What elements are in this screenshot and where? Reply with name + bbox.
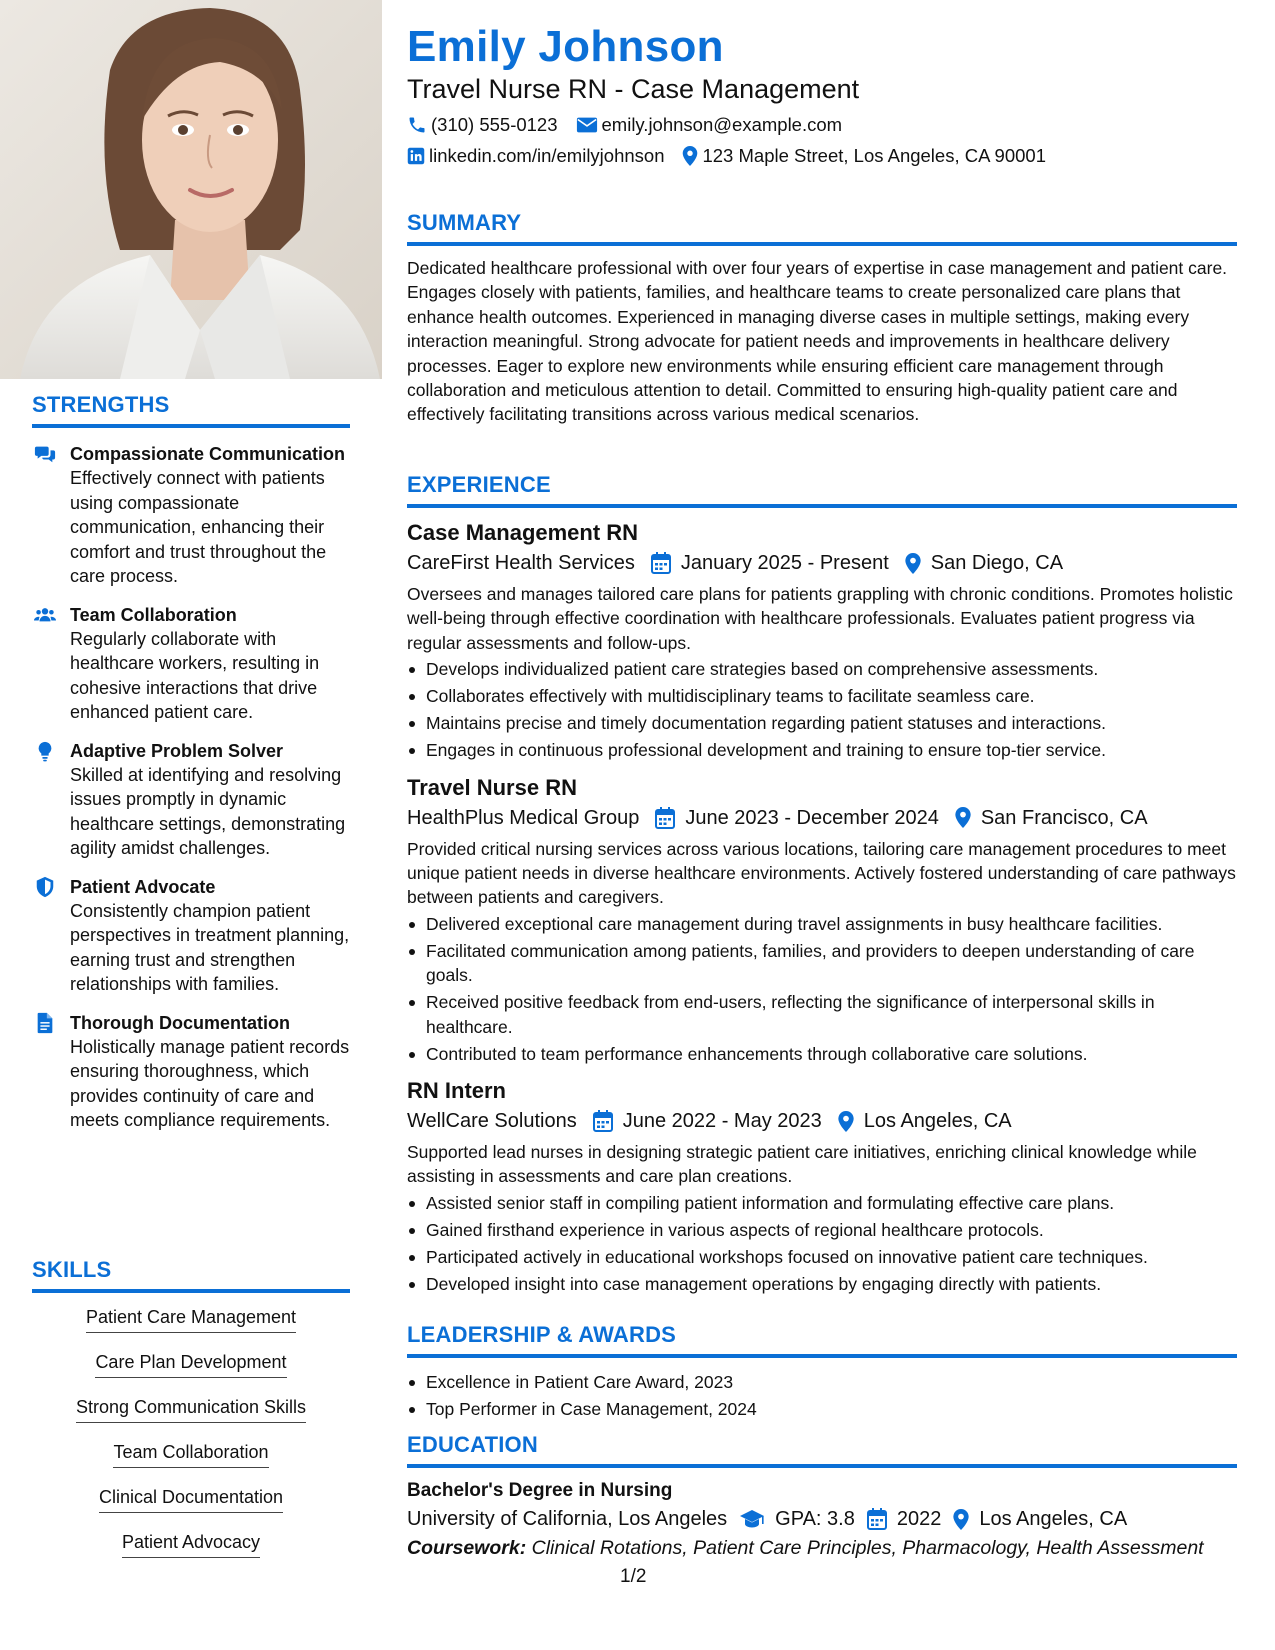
map-pin-icon: [953, 1509, 969, 1530]
bullet-item: Developed insight into case management operations by engaging directly with patients.: [407, 1272, 1237, 1296]
job-dates: [651, 548, 889, 578]
job-dates: [593, 1106, 822, 1136]
coursework: [407, 1534, 1237, 1562]
job-meta: [407, 548, 1237, 578]
strength-description: Consistently champion patient perspectives in treatment planning, earning trust and strengthen relationships with families.: [70, 900, 350, 994]
award-item: Excellence in Patient Care Award, 2023: [407, 1370, 1237, 1394]
job-title: Travel Nurse RN: [407, 774, 577, 800]
job-description: Supported lead nurses in designing strategic patient care initiatives, enriching clinical knowledge while assisting in assessments and care plan creations.: [407, 1142, 1197, 1187]
contact-row: [407, 114, 860, 136]
skills-list: [32, 1305, 350, 1575]
map-pin-icon: [905, 553, 921, 574]
document-icon: [34, 1012, 56, 1034]
candidate-headline: Travel Nurse RN - Case Management: [407, 74, 860, 104]
strength-description: Skilled at identifying and resolving issues promptly in dynamic healthcare settings, demonstrating agility amidst challenges.: [70, 764, 346, 858]
strengths-section: [32, 392, 350, 1133]
users-icon: [34, 604, 56, 626]
strength-item: [32, 1011, 350, 1133]
bullet-item: Develops individualized patient care strategies based on comprehensive assessments.: [407, 657, 1237, 681]
calendar-icon: [651, 552, 671, 574]
job-dates-text: June 2023 - December 2024: [685, 806, 939, 829]
strengths-title: STRENGTHS: [32, 392, 170, 417]
skills-title: SKILLS: [32, 1257, 112, 1282]
job-location: [905, 548, 1063, 578]
gpa-text: GPA: 3.8: [775, 1508, 855, 1530]
awards-section: [407, 1322, 1237, 1424]
section-divider: [32, 1289, 350, 1293]
strength-description: Regularly collaborate with healthcare workers, resulting in cohesive interactions that drive enhanced patient care.: [70, 628, 320, 722]
graduation-cap-icon: [739, 1509, 765, 1529]
job-location-text: Los Angeles, CA: [863, 1110, 1012, 1133]
bullet-item: Engages in continuous professional development and training to ensure top-tier service.: [407, 738, 1237, 762]
company-name: HealthPlus Medical Group: [407, 806, 640, 829]
job-bullets: [407, 1191, 1237, 1296]
summary-section: [407, 210, 1237, 427]
strength-name: Team Collaboration: [70, 604, 237, 625]
strength-name: Thorough Documentation: [70, 1012, 290, 1033]
strength-item: [32, 875, 350, 997]
job-dates: [655, 803, 939, 833]
skill-item: Patient Care Management: [86, 1305, 296, 1333]
experience-section: [407, 472, 1237, 1299]
job-bullets: [407, 657, 1237, 762]
school-location: [953, 1504, 1127, 1534]
job-bullets: [407, 912, 1237, 1066]
strength-item: [32, 739, 350, 861]
awards-title: LEADERSHIP & AWARDS: [407, 1322, 677, 1347]
coursework-label: Coursework:: [407, 1537, 527, 1559]
strength-description: Holistically manage patient records ensuring thoroughness, which provides continuity of care and meets compliance requirements.: [70, 1036, 350, 1130]
job-title: RN Intern: [407, 1078, 506, 1104]
job-dates-text: June 2022 - May 2023: [622, 1110, 822, 1133]
section-divider: [407, 1464, 1237, 1468]
job-location: [838, 1106, 1012, 1136]
address-text: 123 Maple Street, Los Angeles, CA 90001: [702, 145, 1046, 166]
job-meta: [407, 803, 1237, 833]
section-divider: [407, 242, 1237, 246]
bullet-item: Maintains precise and timely documentation regarding patient statuses and interactions.: [407, 711, 1237, 735]
graduation-year: [867, 1504, 942, 1534]
section-divider: [407, 504, 1237, 508]
award-item: Top Performer in Case Management, 2024: [407, 1397, 1237, 1421]
strength-item: [32, 603, 350, 725]
bullet-item: Facilitated communication among patients, families, and providers to deepen understanding of care goals.: [407, 939, 1237, 988]
skill-item: Strong Communication Skills: [76, 1395, 306, 1423]
chat-bubbles-icon: [34, 443, 56, 465]
school-name: University of California, Los Angeles: [407, 1508, 728, 1530]
coursework-text: Clinical Rotations, Patient Care Principles, Pharmacology, Health Assessment: [531, 1537, 1204, 1559]
left-column: [0, 0, 382, 1650]
job-entry: [407, 518, 1237, 763]
linkedin-text: linkedin.com/in/emilyjohnson: [429, 145, 665, 166]
job-meta: [407, 1106, 1237, 1136]
skill-item: Care Plan Development: [95, 1350, 286, 1378]
strength-name: Compassionate Communication: [70, 444, 346, 464]
bullet-item: Delivered exceptional care management during travel assignments in busy healthcare facilities.: [407, 912, 1237, 936]
awards-list: [407, 1370, 1237, 1421]
summary-text: Dedicated healthcare professional with over four years of expertise in case management and patient care. Engages closely with patients, families, and healthcare teams to create personalized care plans that enhance health outcomes. Experienced in managing diverse cases in multiple settings, making every interaction meaningful. Strong advocate for patient needs and improvements in healthcare delivery processes. Eager to explore new environments while ensuring efficient care management through collaboration and meticulous attention to detail. Committed to ensuring high-quality patient care and effectively facilitating transitions across various medical scenarios.: [407, 258, 1228, 425]
bullet-item: Assisted senior staff in compiling patient information and formulating effective care plans.: [407, 1191, 1237, 1215]
skill-item: Team Collaboration: [113, 1440, 268, 1468]
job-location-text: San Francisco, CA: [980, 806, 1148, 829]
calendar-icon: [867, 1508, 887, 1530]
job-location: [955, 803, 1148, 833]
bullet-item: Participated actively in educational workshops focused on innovative patient care techniques.: [407, 1245, 1237, 1269]
strength-item: [32, 442, 350, 589]
calendar-icon: [655, 807, 675, 829]
strength-name: Patient Advocate: [70, 876, 216, 897]
address-contact: [682, 145, 1046, 167]
skills-section: [32, 1257, 350, 1575]
job-description: Provided critical nursing services across various locations, tailoring care management procedures to meet unique patient needs in diverse healthcare environments. Actively fostered understanding of care pathways between patients and caregivers.: [407, 838, 1236, 908]
gpa: [739, 1504, 855, 1534]
summary-title: SUMMARY: [407, 210, 522, 235]
bullet-item: Gained firsthand experience in various aspects of regional healthcare protocols.: [407, 1218, 1237, 1242]
phone-contact[interactable]: [407, 114, 558, 136]
bullet-item: Collaborates effectively with multidisciplinary teams to facilitate seamless care.: [407, 684, 1237, 708]
job-description: Oversees and manages tailored care plans for patients grappling with chronic conditions. Promotes holistic well-being through effective coordination with healthcare professionals. Evaluates patient progress via regular assessments and follow-ups.: [407, 584, 1233, 653]
strength-description: Effectively connect with patients using compassionate communication, enhancing their comfort and trust throughout the care process.: [70, 468, 327, 586]
company-name: CareFirst Health Services: [407, 552, 635, 574]
strength-name: Adaptive Problem Solver: [70, 740, 284, 761]
profile-photo: [0, 0, 382, 379]
job-dates-text: January 2025 - Present: [680, 552, 889, 574]
job-location-text: San Diego, CA: [930, 552, 1064, 574]
company-name: WellCare Solutions: [407, 1110, 577, 1133]
shield-icon: [34, 876, 56, 898]
bullet-item: Contributed to team performance enhancements through collaborative care solutions.: [407, 1042, 1237, 1066]
education-title: EDUCATION: [407, 1432, 538, 1457]
email-text: emily.johnson@example.com: [601, 114, 843, 135]
linkedin-icon: [407, 147, 425, 165]
map-pin-icon: [838, 1111, 854, 1132]
contact-row: [407, 145, 1064, 167]
page-number: 1/2: [620, 1566, 647, 1587]
section-divider: [407, 1354, 1237, 1358]
school-location-text: Los Angeles, CA: [979, 1508, 1128, 1530]
lightbulb-icon: [34, 740, 56, 762]
candidate-name: Emily Johnson: [407, 22, 724, 71]
education-section: [407, 1432, 1237, 1562]
skill-item: Clinical Documentation: [99, 1485, 283, 1513]
education-meta: [407, 1504, 1237, 1534]
degree-title: Bachelor's Degree in Nursing: [407, 1480, 673, 1501]
calendar-icon: [593, 1110, 613, 1132]
job-title: Case Management RN: [407, 520, 639, 545]
envelope-icon: [576, 116, 598, 134]
email-contact[interactable]: [576, 114, 843, 136]
job-entry: [407, 773, 1237, 1066]
phone-icon: [407, 115, 427, 135]
section-divider: [32, 424, 350, 428]
graduation-year-text: 2022: [896, 1508, 942, 1530]
map-pin-icon: [955, 807, 971, 828]
experience-title: EXPERIENCE: [407, 472, 551, 497]
map-pin-icon: [682, 146, 698, 166]
bullet-item: Received positive feedback from end-users, reflecting the significance of interpersonal skills in healthcare.: [407, 990, 1237, 1039]
job-entry: [407, 1076, 1237, 1296]
linkedin-contact[interactable]: [407, 145, 664, 167]
skill-item: Patient Advocacy: [122, 1530, 260, 1558]
phone-text: (310) 555-0123: [431, 114, 558, 135]
